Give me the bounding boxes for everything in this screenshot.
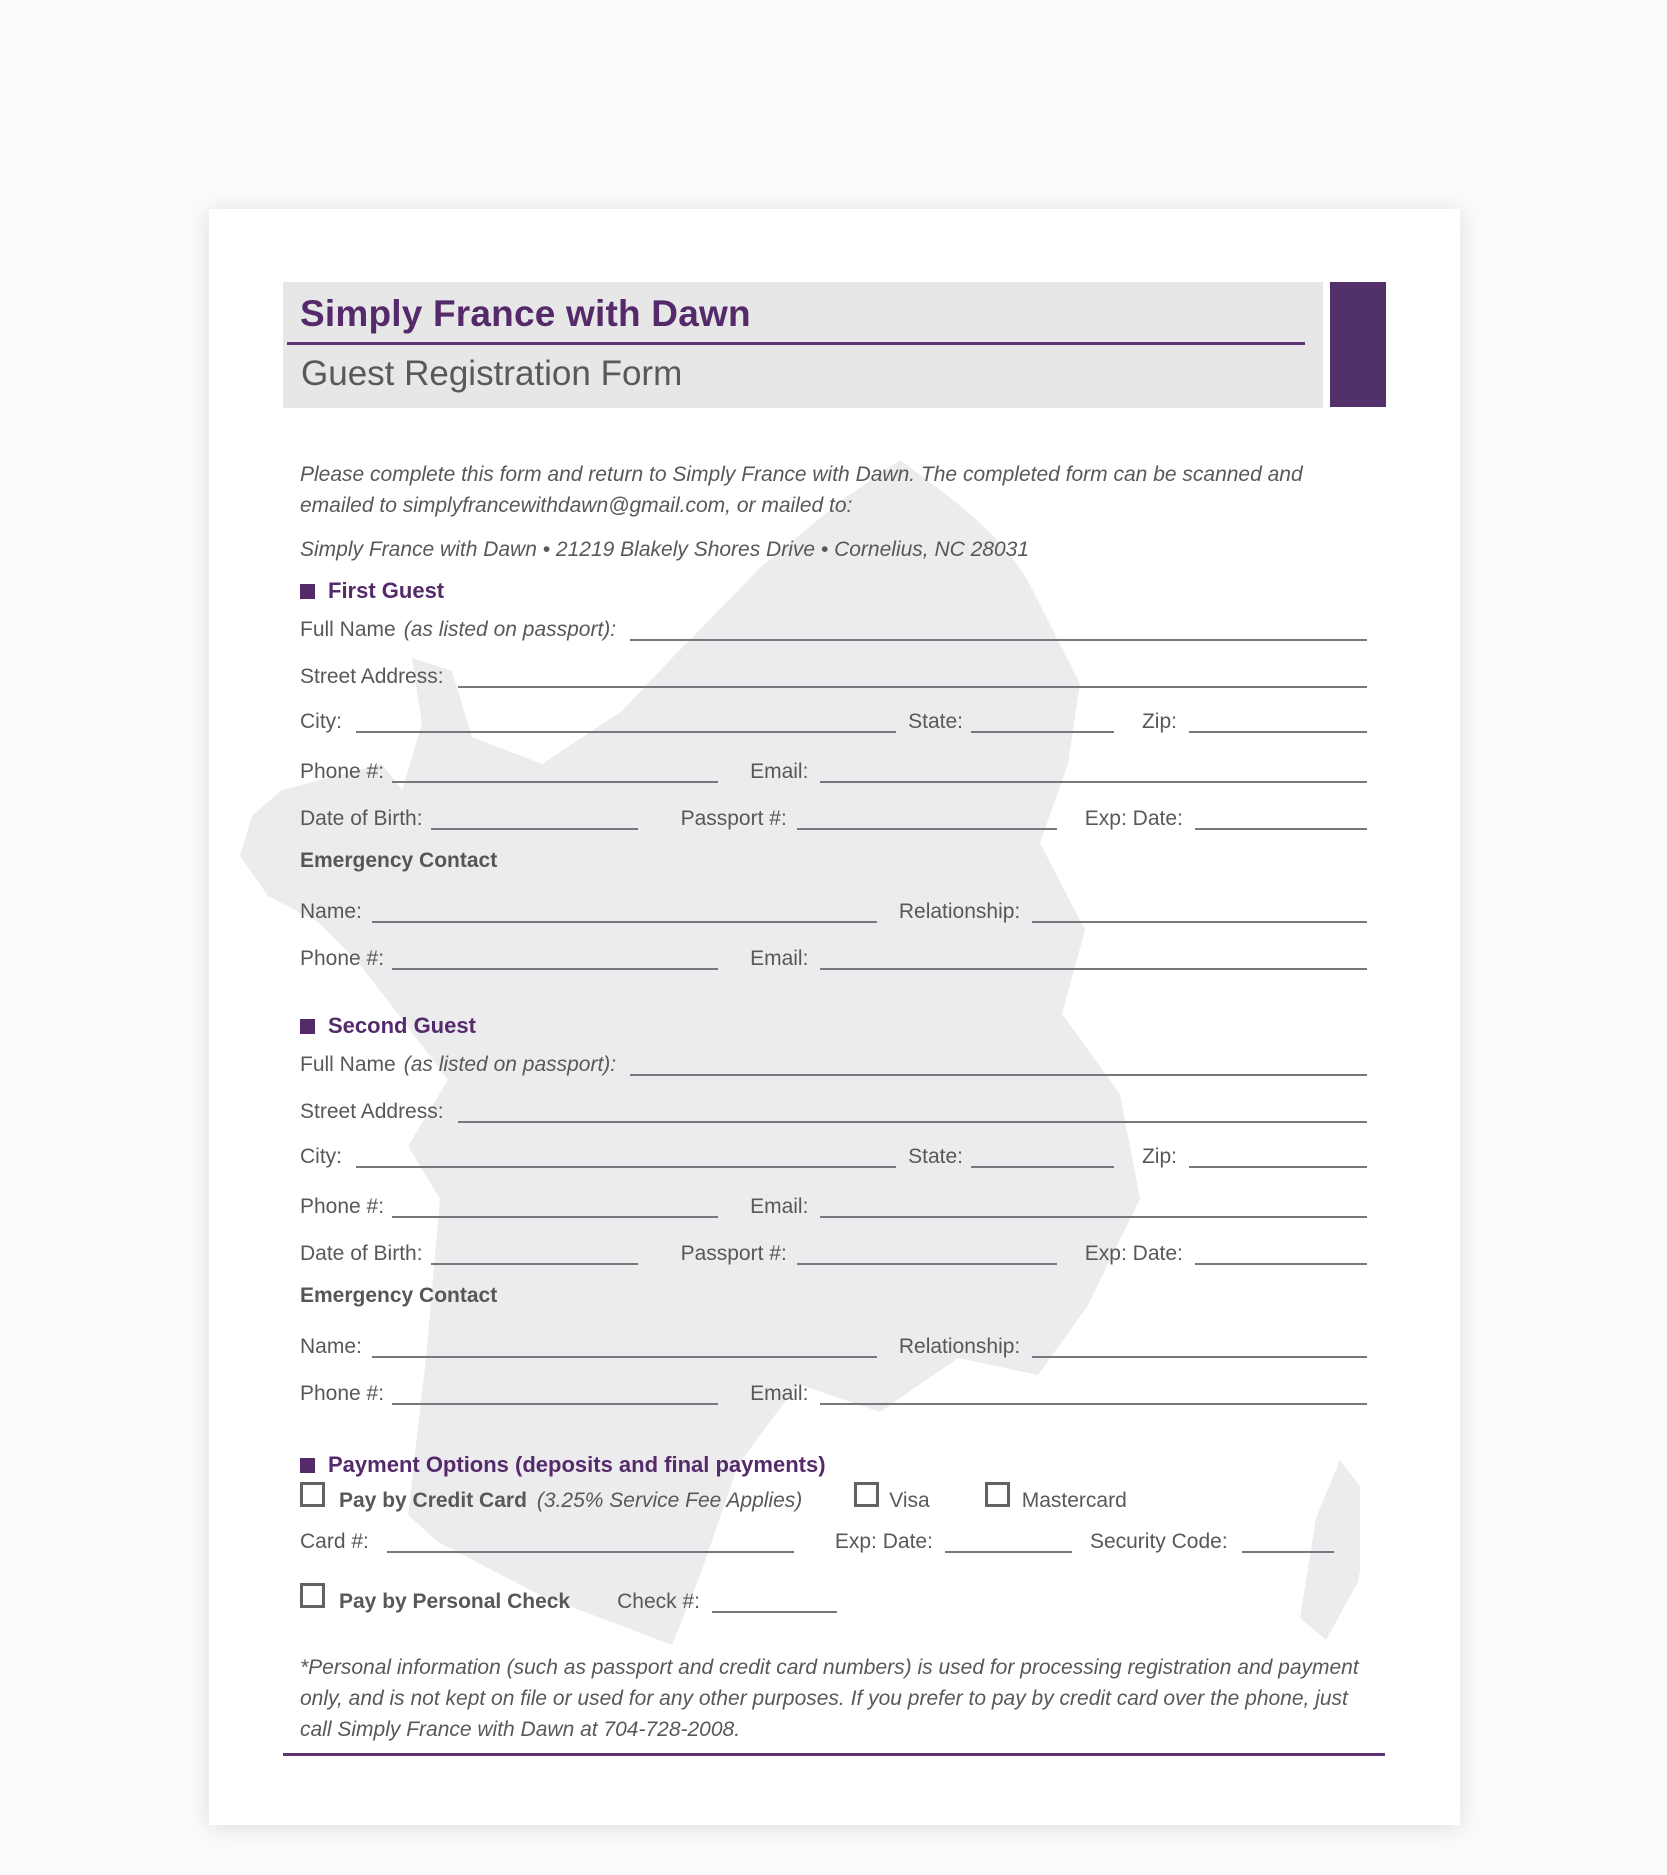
second-guest-phone-email-row: [300, 1195, 1367, 1219]
phone-label: Phone #:: [300, 760, 385, 783]
pay-by-credit-card-label: Pay by Credit Card: [339, 1489, 527, 1512]
first-guest-dob-passport-row: [300, 807, 1367, 831]
pay-by-credit-card-row: [300, 1482, 1367, 1513]
first-guest-emergency-name-row: [300, 900, 1367, 924]
first-guest-date-of-birth-field[interactable]: [431, 827, 638, 830]
section-heading-payment-options: [300, 1452, 826, 1478]
second-guest-state-field[interactable]: [971, 1165, 1114, 1168]
bottom-divider: [283, 1753, 1385, 1756]
intro-line-2: Simply France with Dawn • 21219 Blakely Shores Drive • Cornelius, NC 28031: [300, 538, 1030, 561]
state-label: State:: [908, 710, 963, 733]
section-title: Second Guest: [328, 1013, 476, 1038]
phone-label: Phone #:: [300, 1382, 385, 1405]
intro-line-1: Please complete this form and return to Simply France with Dawn. The completed form can be scanned and emailed to simplyfrancewithdawn@gmail.com, or mailed to:: [300, 463, 1303, 517]
first-guest-emergency-phone-email-row: [300, 947, 1367, 971]
second-guest-zip-field[interactable]: [1189, 1165, 1367, 1168]
second-guest-emergency-email-field[interactable]: [820, 1402, 1367, 1405]
service-fee-note: (3.25% Service Fee Applies): [536, 1489, 803, 1512]
pay-by-personal-check-row: [300, 1583, 1367, 1614]
intro-text: [300, 459, 1375, 578]
exp-date-label: Exp: Date:: [1084, 1242, 1183, 1265]
relationship-label: Relationship:: [898, 900, 1021, 923]
square-bullet-icon: [300, 1019, 315, 1034]
first-guest-emergency-relationship-field[interactable]: [1032, 920, 1367, 923]
first-guest-emergency-phone-field[interactable]: [392, 967, 718, 970]
email-label: Email:: [750, 760, 809, 783]
city-label: City:: [300, 1145, 342, 1168]
mastercard-checkbox[interactable]: [985, 1482, 1010, 1507]
pay-by-credit-card-checkbox[interactable]: [300, 1482, 325, 1507]
second-guest-full-name-field[interactable]: [630, 1073, 1367, 1076]
first-guest-full-name-field[interactable]: [630, 638, 1367, 641]
form-page: [209, 209, 1460, 1825]
second-guest-emergency-name-row: [300, 1335, 1367, 1359]
second-guest-street-address-field[interactable]: [458, 1120, 1367, 1123]
zip-label: Zip:: [1141, 1145, 1177, 1168]
first-guest-phone-field[interactable]: [392, 780, 718, 783]
relationship-label: Relationship:: [898, 1335, 1021, 1358]
visa-label: Visa: [889, 1489, 930, 1512]
name-label: Name:: [300, 900, 362, 923]
first-guest-emergency-email-field[interactable]: [820, 967, 1367, 970]
security-code-label: Security Code:: [1089, 1530, 1228, 1553]
header-accent-block: [1330, 282, 1386, 407]
second-guest-passport-exp-field[interactable]: [1195, 1262, 1367, 1265]
first-guest-email-field[interactable]: [820, 780, 1367, 783]
check-number-label: Check #:: [617, 1590, 700, 1613]
zip-label: Zip:: [1141, 710, 1177, 733]
state-label: State:: [908, 1145, 963, 1168]
first-guest-state-field[interactable]: [971, 730, 1114, 733]
first-guest-passport-exp-field[interactable]: [1195, 827, 1367, 830]
first-guest-full-name-row: [300, 618, 1367, 642]
card-exp-date-label: Exp: Date:: [834, 1530, 933, 1553]
card-number-label: Card #:: [300, 1530, 369, 1553]
date-of-birth-label: Date of Birth:: [300, 1242, 423, 1265]
date-of-birth-label: Date of Birth:: [300, 807, 423, 830]
first-guest-emergency-name-field[interactable]: [372, 920, 877, 923]
mastercard-label: Mastercard: [1021, 1489, 1127, 1512]
first-guest-phone-email-row: [300, 760, 1367, 784]
full-name-passport-note: (as listed on passport):: [403, 618, 617, 641]
square-bullet-icon: [300, 584, 315, 599]
second-guest-passport-field[interactable]: [797, 1262, 1057, 1265]
first-guest-street-address-field[interactable]: [458, 685, 1367, 688]
section-heading-second-guest: [300, 1013, 476, 1039]
second-guest-email-field[interactable]: [820, 1215, 1367, 1218]
email-label: Email:: [750, 947, 809, 970]
phone-label: Phone #:: [300, 1195, 385, 1218]
second-guest-city-state-zip-row: [300, 1145, 1367, 1169]
first-guest-emergency-contact-heading: Emergency Contact: [300, 849, 498, 872]
second-guest-emergency-name-field[interactable]: [372, 1355, 877, 1358]
title-underline: [287, 342, 1305, 345]
pay-by-personal-check-label: Pay by Personal Check: [339, 1590, 571, 1613]
section-title: First Guest: [328, 578, 445, 603]
first-guest-passport-field[interactable]: [797, 827, 1057, 830]
second-guest-emergency-contact-heading: Emergency Contact: [300, 1284, 498, 1307]
full-name-label: Full Name: [300, 618, 396, 641]
section-heading-first-guest: [300, 578, 444, 604]
first-guest-street-row: [300, 665, 1367, 689]
header-bar: [283, 282, 1323, 408]
pay-by-personal-check-checkbox[interactable]: [300, 1583, 325, 1608]
phone-label: Phone #:: [300, 947, 385, 970]
second-guest-emergency-phone-email-row: [300, 1382, 1367, 1406]
card-exp-date-field[interactable]: [945, 1550, 1072, 1553]
form-subtitle: Guest Registration Form: [301, 354, 683, 393]
second-guest-full-name-row: [300, 1053, 1367, 1077]
exp-date-label: Exp: Date:: [1084, 807, 1183, 830]
visa-checkbox[interactable]: [854, 1482, 879, 1507]
full-name-passport-note: (as listed on passport):: [403, 1053, 617, 1076]
privacy-note: *Personal information (such as passport and credit card numbers) is used for processing registration and payment only, and is not kept on file or used for any other purposes. If you prefer to pay by credit card over the phone, just call Simply France with Dawn at 704-728-2008.: [300, 1656, 1359, 1741]
square-bullet-icon: [300, 1458, 315, 1473]
first-guest-city-field[interactable]: [356, 730, 896, 733]
page-title: Simply France with Dawn: [300, 293, 751, 334]
section-title: Payment Options (deposits and final payments): [328, 1452, 826, 1477]
second-guest-dob-passport-row: [300, 1242, 1367, 1266]
check-number-field[interactable]: [712, 1610, 837, 1613]
second-guest-city-field[interactable]: [356, 1165, 896, 1168]
second-guest-emergency-phone-field[interactable]: [392, 1402, 718, 1405]
second-guest-emergency-relationship-field[interactable]: [1032, 1355, 1367, 1358]
full-name-label: Full Name: [300, 1053, 396, 1076]
card-number-row: [300, 1530, 1367, 1554]
email-label: Email:: [750, 1195, 809, 1218]
email-label: Email:: [750, 1382, 809, 1405]
street-address-label: Street Address:: [300, 1100, 444, 1123]
security-code-field[interactable]: [1242, 1550, 1334, 1553]
passport-label: Passport #:: [680, 807, 787, 830]
first-guest-zip-field[interactable]: [1189, 730, 1367, 733]
city-label: City:: [300, 710, 342, 733]
card-number-field[interactable]: [387, 1550, 794, 1553]
name-label: Name:: [300, 1335, 362, 1358]
second-guest-phone-field[interactable]: [392, 1215, 718, 1218]
street-address-label: Street Address:: [300, 665, 444, 688]
second-guest-street-row: [300, 1100, 1367, 1124]
second-guest-date-of-birth-field[interactable]: [431, 1262, 638, 1265]
passport-label: Passport #:: [680, 1242, 787, 1265]
first-guest-city-state-zip-row: [300, 710, 1367, 734]
